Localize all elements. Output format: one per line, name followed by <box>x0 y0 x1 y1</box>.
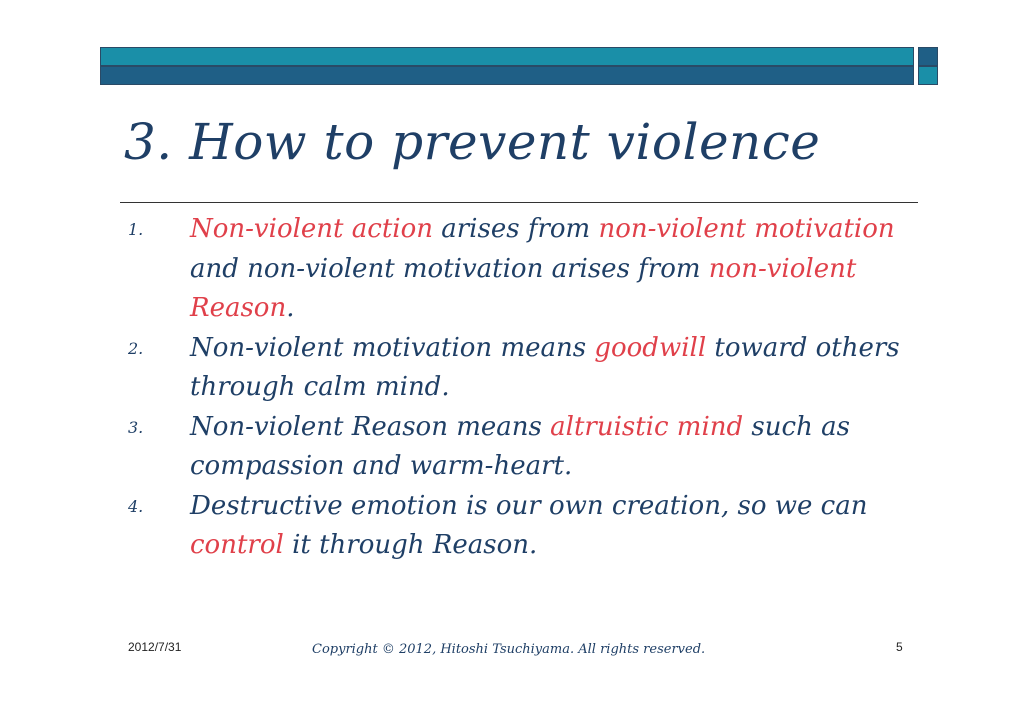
list-item <box>128 408 908 487</box>
decorative-header-bar <box>100 47 938 85</box>
list-item <box>128 329 908 408</box>
body-text: Destructive emotion is our own creation, so we can <box>190 490 868 521</box>
body-text: it through Reason. <box>283 530 538 560</box>
header-bar-segment <box>100 47 914 66</box>
list-item-number: 3. <box>128 417 144 437</box>
page-number: 5 <box>896 640 903 654</box>
footer-copyright: Copyright © 2012, Hitoshi Tsuchiyama. All rights reserved. <box>312 642 706 657</box>
body-text: Non-violent Reason means <box>190 411 551 442</box>
highlighted-text: goodwill <box>594 332 707 363</box>
body-text: and non-violent motivation arises from <box>190 253 709 284</box>
list-item-number: 4. <box>128 496 144 516</box>
highlighted-text: Non-violent action <box>190 214 433 244</box>
header-bar-square <box>918 66 938 85</box>
list-item <box>128 210 908 329</box>
title-divider <box>120 202 918 203</box>
footer-date: 2012/7/31 <box>128 640 182 654</box>
body-text: arises from <box>432 214 599 244</box>
highlighted-text: control <box>190 530 284 560</box>
list-item-number: 1. <box>128 220 144 239</box>
header-bar-segment <box>100 66 914 85</box>
list-item <box>128 487 908 566</box>
list-item-number: 2. <box>128 338 144 358</box>
header-bar-square <box>918 47 938 66</box>
body-text: such as compassion and warm-heart. <box>190 411 850 481</box>
body-text: . <box>286 293 295 323</box>
slide-title: 3. How to prevent violence <box>124 113 821 171</box>
highlighted-text: altruistic mind <box>550 411 744 442</box>
body-text: toward others through calm mind. <box>190 332 900 402</box>
highlighted-text: non-violent motivation <box>598 214 895 244</box>
body-text: Non-violent motivation means <box>190 332 595 363</box>
numbered-list <box>128 210 908 566</box>
highlighted-text: non-violent Reason <box>190 253 857 323</box>
